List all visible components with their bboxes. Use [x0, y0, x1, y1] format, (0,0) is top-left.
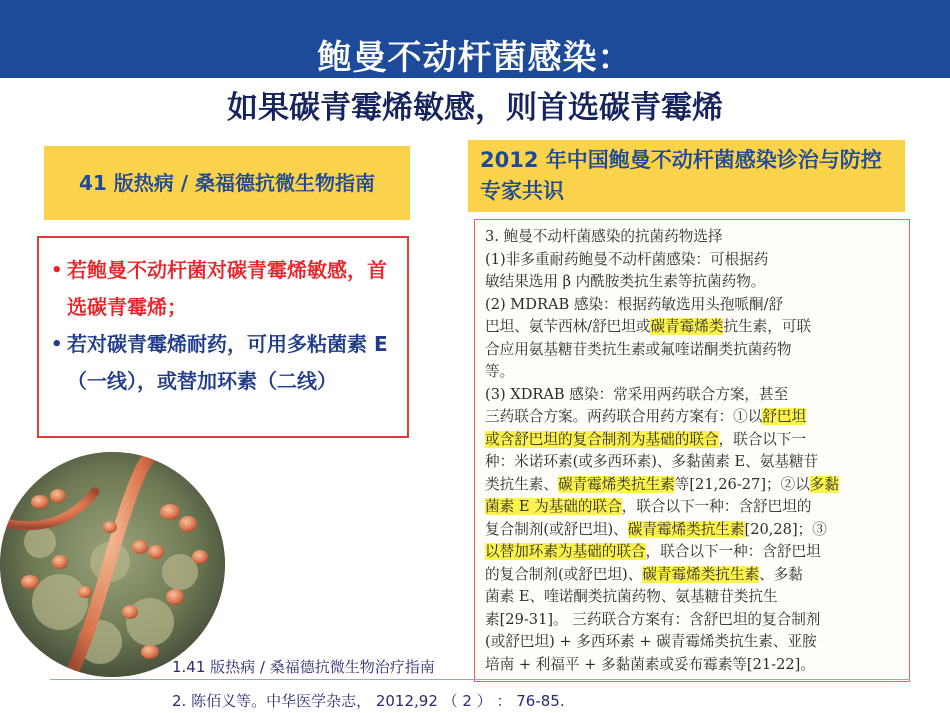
doc-line: [485, 226, 901, 249]
doc-highlight: 菌素 E 为基础的联合: [485, 498, 622, 515]
doc-text: ，联合以下一: [718, 430, 807, 448]
doc-line: [485, 586, 901, 609]
doc-line: [485, 654, 901, 677]
doc-line: [485, 316, 901, 339]
doc-text: 巴坦、氨苄西林/舒巴坦或: [485, 318, 651, 335]
doc-line: [485, 451, 901, 474]
doc-text: (1)非多重耐药鲍曼不动杆菌感染：可根据药: [485, 250, 769, 268]
doc-text: 的复合制剂(或舒巴坦)、: [485, 565, 643, 583]
doc-text: (2) MDRAB 感染：根据药敏选用头孢哌酮/舒: [485, 295, 784, 313]
doc-line: [485, 631, 901, 654]
doc-line: [485, 564, 901, 587]
doc-line: [485, 249, 901, 272]
doc-line: [485, 474, 901, 497]
doc-text: 复合制剂(或舒巴坦)、: [485, 520, 628, 538]
doc-text: 种：米诺环素(或多西环素)、多黏菌素 E、氨基糖苷: [485, 453, 819, 470]
bullet-text: 若对碳青霉烯耐药，可用多粘菌素 E （一线），或替加环素（二线）: [67, 332, 388, 393]
divider: [50, 679, 910, 680]
doc-line: [485, 361, 901, 384]
doc-highlight: 或含舒巴坦的复合制剂为基础的联合: [485, 430, 719, 448]
doc-text: 菌素 E、喹诺酮类抗菌药物、氨基糖苷类抗生: [485, 588, 778, 605]
doc-text: 等[21,26-27]；②以: [674, 475, 810, 493]
left-source-title: 41 版热病 / 桑福德抗微生物指南: [44, 146, 410, 220]
doc-line: [485, 339, 901, 362]
doc-text: ，联合以下一种：含舒巴坦: [645, 543, 821, 560]
doc-highlight: 舒巴坦: [762, 408, 807, 425]
doc-line: [485, 429, 901, 452]
doc-text: 合应用氨基糖苷类抗生素或氟喹诺酮类抗菌药物: [485, 340, 792, 358]
reference-2: 2. 陈佰义等。中华医学杂志， 2012,92 （ 2 ） ： 76-85.: [172, 692, 565, 710]
doc-line: [485, 271, 901, 294]
doc-text: 培南 + 利福平 + 多黏菌素或妥布霉素等[21-22]。: [485, 655, 815, 673]
doc-line: [485, 406, 901, 429]
bullet-text: 若鲍曼不动杆菌对碳青霉烯敏感，首选碳青霉烯；: [67, 258, 387, 319]
page-subtitle: 如果碳青霉烯敏感，则首选碳青霉烯: [227, 90, 723, 126]
doc-highlight: 以替加环素为基础的联合: [485, 543, 646, 560]
doc-text: 素[29-31]。 三药联合方案有：含舒巴坦的复合制剂: [485, 610, 821, 628]
doc-line: [485, 541, 901, 564]
doc-text: 敏结果选用 β 内酰胺类抗生素等抗菌药物。: [485, 273, 766, 290]
doc-text: 3. 鲍曼不动杆菌感染的抗菌药物选择: [485, 228, 723, 245]
doc-line: [485, 609, 901, 632]
doc-text: 三药联合方案。两药联合用药方案有：①以: [485, 408, 763, 425]
doc-text: 抗生素，可联: [723, 318, 812, 335]
right-source-title: 2012 年中国鲍曼不动杆菌感染诊治与防控专家共识: [468, 140, 905, 212]
doc-highlight: 碳青霉烯类: [650, 318, 724, 335]
doc-highlight: 多黏: [809, 475, 839, 493]
bullet-item: [51, 326, 389, 400]
bullet-dot-icon: •: [51, 260, 63, 281]
guideline-excerpt-scan: [474, 219, 910, 682]
doc-highlight: 碳青霉烯类抗生素: [642, 565, 760, 583]
doc-text: ，联合以下一种：含舒巴坦的: [621, 498, 812, 515]
bullet-dot-icon: •: [51, 334, 63, 355]
recommendation-box: [37, 236, 409, 438]
doc-line: [485, 384, 901, 407]
doc-text: 等。: [485, 363, 515, 380]
doc-line: [485, 294, 901, 317]
doc-text: 、多黏: [759, 565, 803, 583]
doc-highlight: 碳青霉烯类抗生素: [557, 475, 675, 493]
doc-text: [20,28]；③: [744, 520, 827, 538]
bullet-item: [51, 252, 389, 326]
reference-1: 1.41 版热病 / 桑福德抗微生物治疗指南: [172, 658, 435, 676]
doc-text: (或舒巴坦) + 多西环素 + 碳青霉烯类抗生素、亚胺: [485, 633, 817, 650]
doc-line: [485, 496, 901, 519]
doc-text: 类抗生素、: [485, 475, 558, 493]
doc-text: (3) XDRAB 感染：常采用两药联合方案，甚至: [485, 385, 789, 403]
doc-line: [485, 519, 901, 542]
bacteria-micrograph-image: [0, 452, 225, 677]
page-title: 鲍曼不动杆菌感染：: [317, 38, 633, 78]
doc-highlight: 碳青霉烯类抗生素: [627, 520, 745, 538]
